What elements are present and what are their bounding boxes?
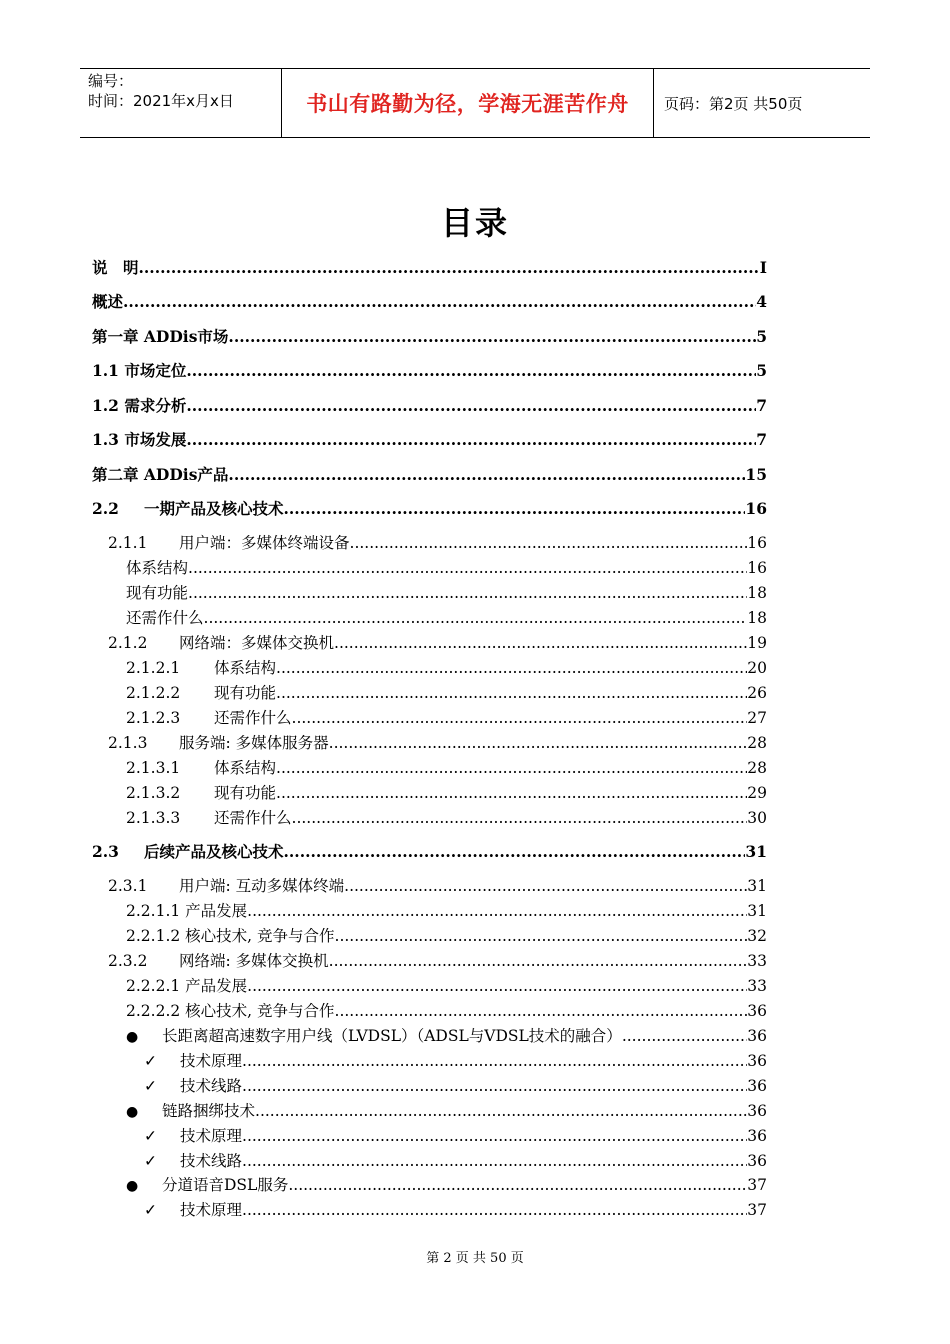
toc-entry-page: 26 bbox=[747, 684, 767, 702]
toc-entry[interactable] bbox=[126, 899, 767, 921]
toc-entry-label: 体系结构 bbox=[214, 659, 277, 677]
document-time-label: 时间：2021年x月x日 bbox=[88, 92, 234, 110]
toc-entry-number: 2.3.1 bbox=[108, 877, 148, 895]
toc-entry-label: 用户端：多媒体终端设备 bbox=[179, 534, 350, 552]
toc-entry-page: 36 bbox=[747, 1102, 767, 1120]
toc-entry-page: 5 bbox=[756, 361, 767, 380]
toc-entry-page: 36 bbox=[747, 1002, 767, 1020]
toc-entry-label: 还需作什么 bbox=[214, 809, 292, 827]
toc-entry-label: 1.1 市场定位 bbox=[92, 361, 187, 380]
toc-entry-label: 现有功能 bbox=[214, 684, 277, 702]
toc-entry-page: 37 bbox=[747, 1201, 767, 1219]
toc-entry[interactable] bbox=[92, 428, 767, 450]
toc-entry-number: 2.3 bbox=[92, 842, 119, 861]
toc-entry-label: 网络端：多媒体交换机 bbox=[179, 634, 335, 652]
toc-entry-label: 服务端: 多媒体服务器 bbox=[179, 734, 329, 752]
toc-entry-label: 网络端: 多媒体交换机 bbox=[179, 952, 329, 970]
toc-entry-label: 1.2 需求分析 bbox=[92, 396, 187, 415]
toc-entry[interactable] bbox=[144, 1049, 767, 1071]
toc-entry-page: 36 bbox=[747, 1027, 767, 1045]
toc-entry-page: 16 bbox=[747, 559, 767, 577]
toc-entry-label: 2.2.2.1 产品发展 bbox=[126, 977, 248, 995]
checkmark-icon: ✓ bbox=[144, 1127, 157, 1145]
toc-entry[interactable] bbox=[144, 1124, 767, 1146]
toc-entry-number: 2.1.3.3 bbox=[126, 809, 181, 827]
toc-entry-number: 2.1.2.2 bbox=[126, 684, 181, 702]
toc-entry-page: 7 bbox=[756, 396, 767, 415]
toc-entry-label: 2.2.1.2 核心技术, 竞争与合作 bbox=[126, 927, 335, 945]
toc-entry[interactable] bbox=[108, 874, 767, 896]
toc-entry-label: 技术原理 bbox=[180, 1127, 243, 1145]
bullet-dot-icon: ● bbox=[126, 1029, 139, 1045]
checkmark-icon: ✓ bbox=[144, 1077, 157, 1095]
toc-entry-label: 第一章 ADDis市场 bbox=[92, 327, 229, 346]
toc-entry-page: 31 bbox=[747, 902, 767, 920]
toc-entry-page: 31 bbox=[745, 842, 767, 861]
toc-entry-label: 一期产品及核心技术 bbox=[144, 499, 284, 518]
toc-entry-label: 体系结构 bbox=[214, 759, 277, 777]
toc-entry-label: 还需作什么 bbox=[126, 609, 204, 627]
toc-entry[interactable] bbox=[92, 359, 767, 381]
toc-entry-page: 36 bbox=[747, 1127, 767, 1145]
checkmark-icon: ✓ bbox=[144, 1052, 157, 1070]
toc-entry-page: 27 bbox=[747, 709, 767, 727]
toc-entry-page: 36 bbox=[747, 1152, 767, 1170]
toc-title: 目录 bbox=[440, 204, 509, 242]
toc-entry-page: 29 bbox=[747, 784, 767, 802]
toc-entry-page: 20 bbox=[747, 659, 767, 677]
toc-entry-number: 2.1.2.1 bbox=[126, 659, 181, 677]
toc-entry-number: 2.1.3.1 bbox=[126, 759, 181, 777]
toc-entry-number: 2.1.2.3 bbox=[126, 709, 181, 727]
toc-entry[interactable] bbox=[126, 681, 767, 703]
page-footer: 第 2 页 共 50 页 bbox=[426, 1251, 524, 1266]
toc-entry[interactable] bbox=[108, 949, 767, 971]
toc-entry-page: 28 bbox=[747, 759, 767, 777]
toc-entry[interactable] bbox=[108, 631, 767, 653]
toc-entry[interactable] bbox=[108, 531, 767, 553]
toc-entry-number: 2.1.2 bbox=[108, 634, 148, 652]
toc-entry[interactable] bbox=[126, 1099, 767, 1121]
toc-entry-label: 技术原理 bbox=[180, 1052, 243, 1070]
toc-entry-label: 长距离超高速数字用户线（LVDSL）（ADSL与VDSL技术的融合） bbox=[162, 1027, 622, 1045]
header-motto: 书山有路勤为径，学海无涯苦作舟 bbox=[282, 69, 654, 137]
toc-entry[interactable] bbox=[126, 656, 767, 678]
toc-entry[interactable] bbox=[126, 1173, 767, 1195]
toc-entry[interactable] bbox=[126, 924, 767, 946]
toc-entry[interactable] bbox=[126, 974, 767, 996]
toc-entry-page: 33 bbox=[747, 952, 767, 970]
toc-entry[interactable] bbox=[92, 840, 767, 862]
toc-entry[interactable] bbox=[144, 1074, 767, 1096]
toc-entry-page: 16 bbox=[747, 534, 767, 552]
toc-entry[interactable] bbox=[126, 806, 767, 828]
toc-entry-label: 概述 bbox=[92, 292, 124, 311]
toc-entry[interactable] bbox=[92, 290, 767, 312]
toc-entry-label: 用户端: 互动多媒体终端 bbox=[179, 877, 345, 895]
toc-entry[interactable] bbox=[126, 756, 767, 778]
toc-entry-number: 2.1.1 bbox=[108, 534, 148, 552]
toc-entry-page: 30 bbox=[747, 809, 767, 827]
toc-entry[interactable] bbox=[108, 731, 767, 753]
toc-entry[interactable] bbox=[126, 1024, 767, 1046]
toc-entry-label: 链路捆绑技术 bbox=[162, 1102, 256, 1120]
toc-entry-page: 19 bbox=[747, 634, 767, 652]
toc-entry[interactable] bbox=[126, 706, 767, 728]
toc-entry-page: 15 bbox=[745, 465, 767, 484]
toc-entry-label: 分道语音DSL服务 bbox=[162, 1176, 289, 1194]
toc-entry-page: 36 bbox=[747, 1052, 767, 1070]
toc-entry[interactable] bbox=[126, 606, 767, 628]
toc-entry-page: 16 bbox=[745, 499, 767, 518]
toc-entry[interactable] bbox=[92, 394, 767, 416]
toc-entry-page: 32 bbox=[747, 927, 767, 945]
toc-entry-page: 18 bbox=[747, 584, 767, 602]
toc-entry-label: 2.2.2.2 核心技术, 竞争与合作 bbox=[126, 1002, 335, 1020]
toc-entry[interactable] bbox=[126, 781, 767, 803]
toc-entry[interactable] bbox=[144, 1149, 767, 1171]
toc-entry[interactable] bbox=[144, 1198, 767, 1220]
toc-entry[interactable] bbox=[126, 999, 767, 1021]
page-header bbox=[80, 68, 870, 138]
toc-entry-page: 33 bbox=[747, 977, 767, 995]
header-meta bbox=[80, 69, 282, 137]
toc-entry-page: 18 bbox=[747, 609, 767, 627]
toc-entry[interactable] bbox=[92, 256, 767, 278]
toc-entry-number: 2.1.3 bbox=[108, 734, 148, 752]
document-number-label: 编号： bbox=[88, 72, 134, 90]
toc-entry-label: 现有功能 bbox=[214, 784, 277, 802]
toc-entry-label: 现有功能 bbox=[126, 584, 189, 602]
toc-entry[interactable] bbox=[92, 497, 767, 519]
bullet-dot-icon: ● bbox=[126, 1178, 139, 1194]
toc-entry-page: 37 bbox=[747, 1176, 767, 1194]
toc-entry-page: 7 bbox=[756, 430, 767, 449]
toc-entry-page: 4 bbox=[756, 292, 767, 311]
toc-entry-number: 2.3.2 bbox=[108, 952, 148, 970]
toc-entry-page: 5 bbox=[756, 327, 767, 346]
toc-entry[interactable] bbox=[92, 463, 767, 485]
toc-entry-page: 36 bbox=[747, 1077, 767, 1095]
toc-entry[interactable] bbox=[126, 581, 767, 603]
checkmark-icon: ✓ bbox=[144, 1152, 157, 1170]
toc-entry-number: 2.2 bbox=[92, 499, 119, 518]
toc-entry-label: 技术线路 bbox=[180, 1152, 243, 1170]
toc-entry-label: 说 明 bbox=[92, 258, 139, 277]
bullet-dot-icon: ● bbox=[126, 1104, 139, 1120]
toc-entry-number: 2.1.3.2 bbox=[126, 784, 181, 802]
header-page-info: 页码：第2页 共50页 bbox=[664, 94, 803, 113]
toc-entry-page: I bbox=[759, 258, 767, 277]
toc-entry-label: 技术原理 bbox=[180, 1201, 243, 1219]
checkmark-icon: ✓ bbox=[144, 1201, 157, 1219]
toc-entry-page: 28 bbox=[747, 734, 767, 752]
toc-entry-label: 2.2.1.1 产品发展 bbox=[126, 902, 248, 920]
toc-entry[interactable] bbox=[92, 325, 767, 347]
toc-entry[interactable] bbox=[126, 556, 767, 578]
toc-entry-label: 还需作什么 bbox=[214, 709, 292, 727]
toc-entry-label: 体系结构 bbox=[126, 559, 189, 577]
toc-entry-label: 1.3 市场发展 bbox=[92, 430, 187, 449]
toc-entry-label: 技术线路 bbox=[180, 1077, 243, 1095]
toc-entry-label: 后续产品及核心技术 bbox=[144, 842, 284, 861]
toc-entry-label: 第二章 ADDis产品 bbox=[92, 465, 229, 484]
toc-entry-page: 31 bbox=[747, 877, 767, 895]
